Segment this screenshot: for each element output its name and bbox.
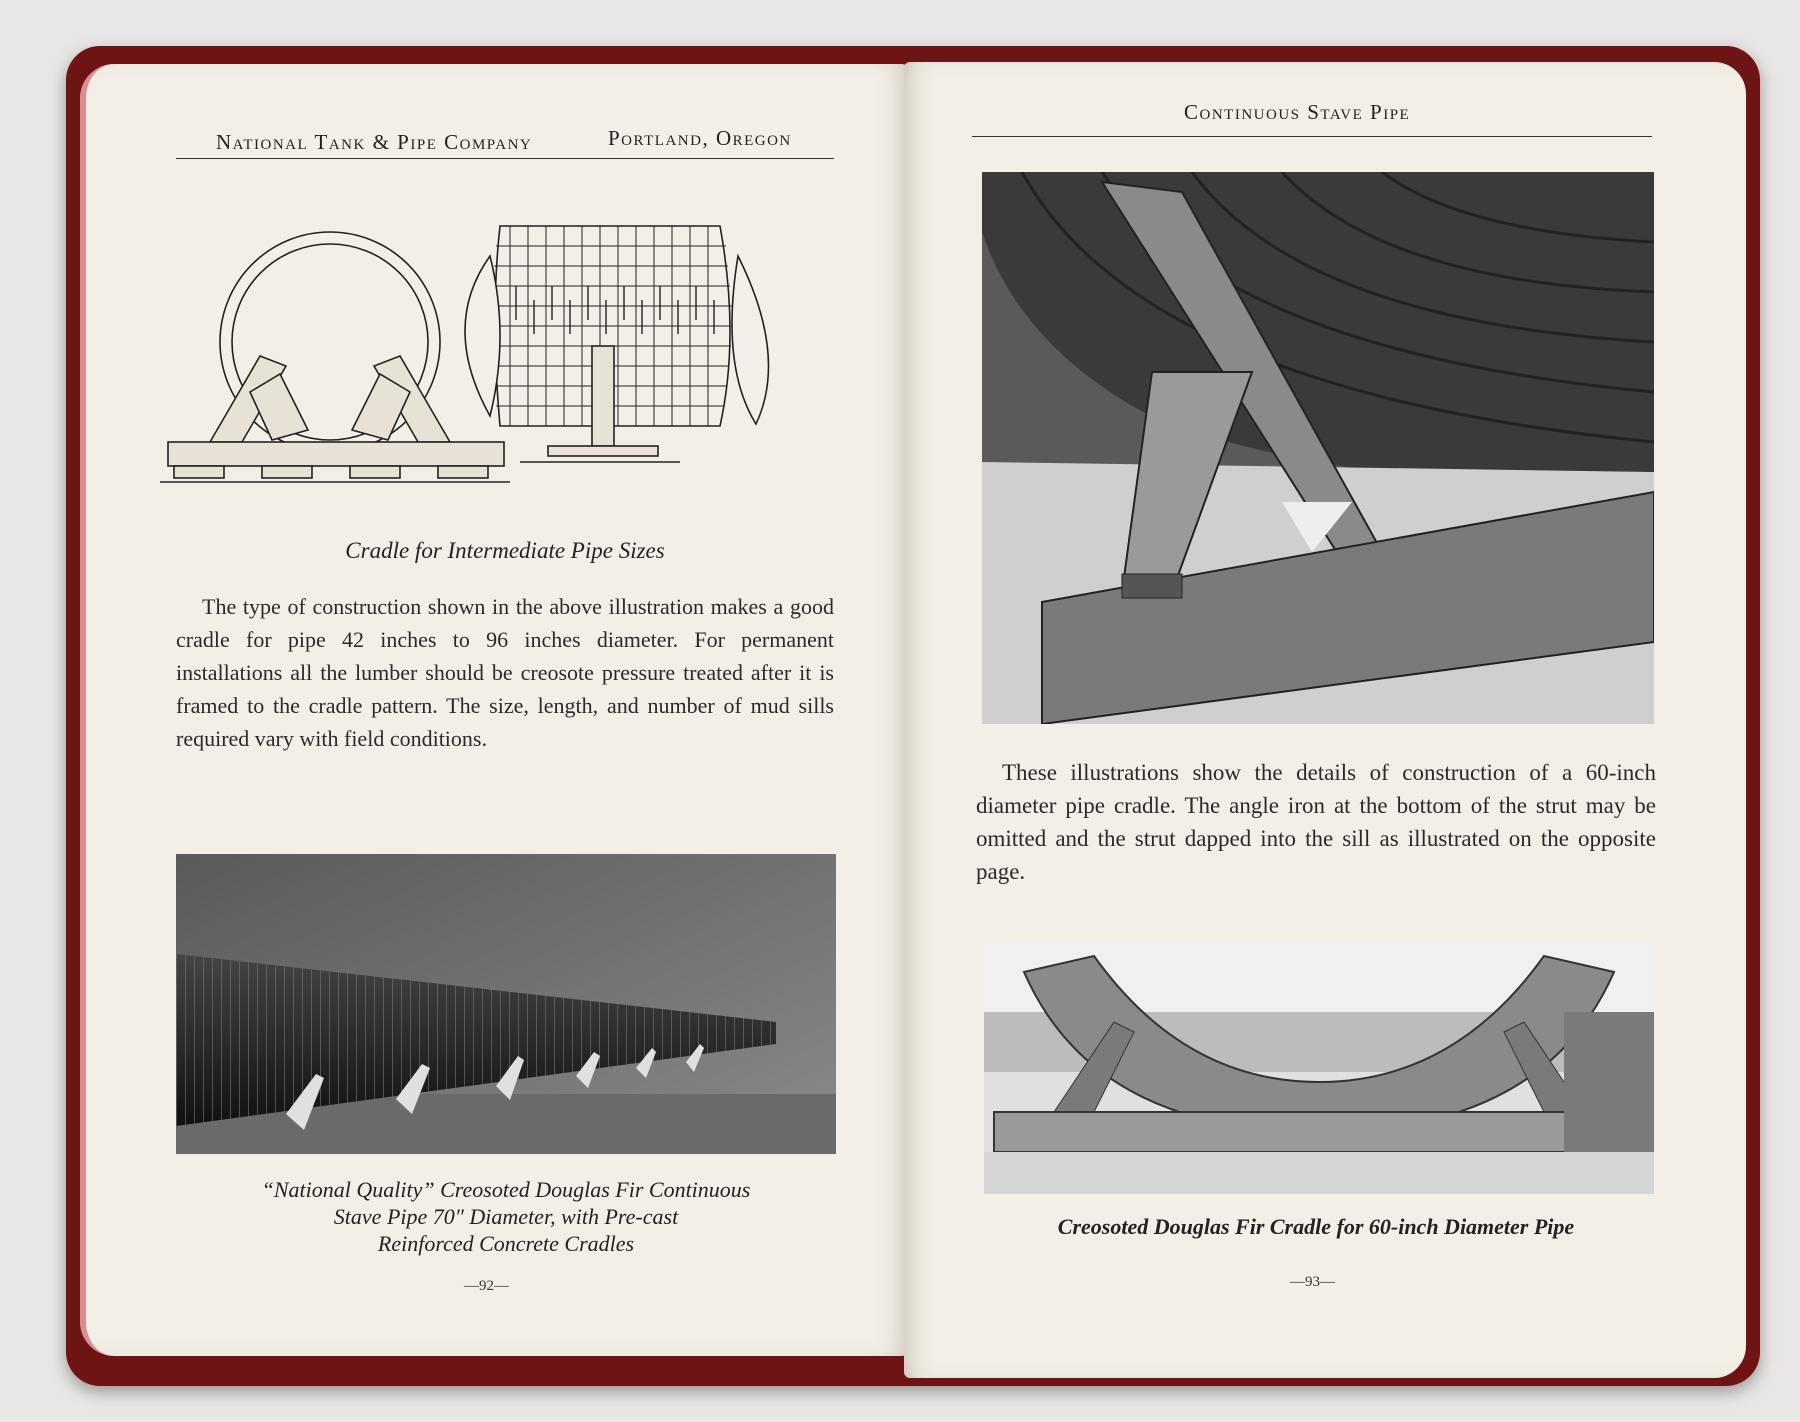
figure2-caption-line3: Reinforced Concrete Cradles bbox=[377, 1231, 635, 1256]
figure2-caption-line1: “National Quality” Creosoted Douglas Fir Continuous bbox=[261, 1177, 751, 1202]
pipe-photo bbox=[176, 854, 836, 1154]
cradle-detail-photo bbox=[982, 172, 1654, 724]
figure2-caption bbox=[166, 1176, 846, 1257]
right-body-paragraph: These illustrations show the details of construction of a 60-inch diameter pipe cradle. The angle iron at the bottom of the strut may be omitted and the strut dapped into the sill as illustrated on the opposite page. bbox=[976, 760, 1656, 884]
header-location: Portland, Oregon bbox=[608, 126, 792, 150]
right-page bbox=[904, 62, 1746, 1378]
header-rule bbox=[176, 158, 834, 159]
header-rule-right bbox=[972, 136, 1652, 137]
page-number-92: —92— bbox=[464, 1278, 509, 1294]
cradle-line-drawing bbox=[160, 216, 840, 506]
figure2-caption-line2: Stave Pipe 70″ Diameter, with Pre-cast bbox=[333, 1204, 679, 1229]
left-body-paragraph: The type of construction shown in the above illustration makes a good cradle for pipe 42 inches to 96 inches diameter. For permanent installations all the lumber should be creosote pressure treated after it is framed to the cradle pattern. The size, length, and number of mud sills required vary with field conditions. bbox=[176, 594, 834, 751]
left-page bbox=[80, 64, 908, 1356]
figure2-caption-right: Creosoted Douglas Fir Cradle for 60-inch Diameter Pipe bbox=[1057, 1214, 1575, 1239]
figure1-caption: Cradle for Intermediate Pipe Sizes bbox=[345, 538, 665, 563]
cradle-full-photo bbox=[984, 942, 1654, 1194]
page-number-93: —93— bbox=[1290, 1274, 1335, 1290]
header-title: Continuous Stave Pipe bbox=[1184, 100, 1411, 124]
header-company: National Tank & Pipe Company bbox=[216, 130, 533, 154]
